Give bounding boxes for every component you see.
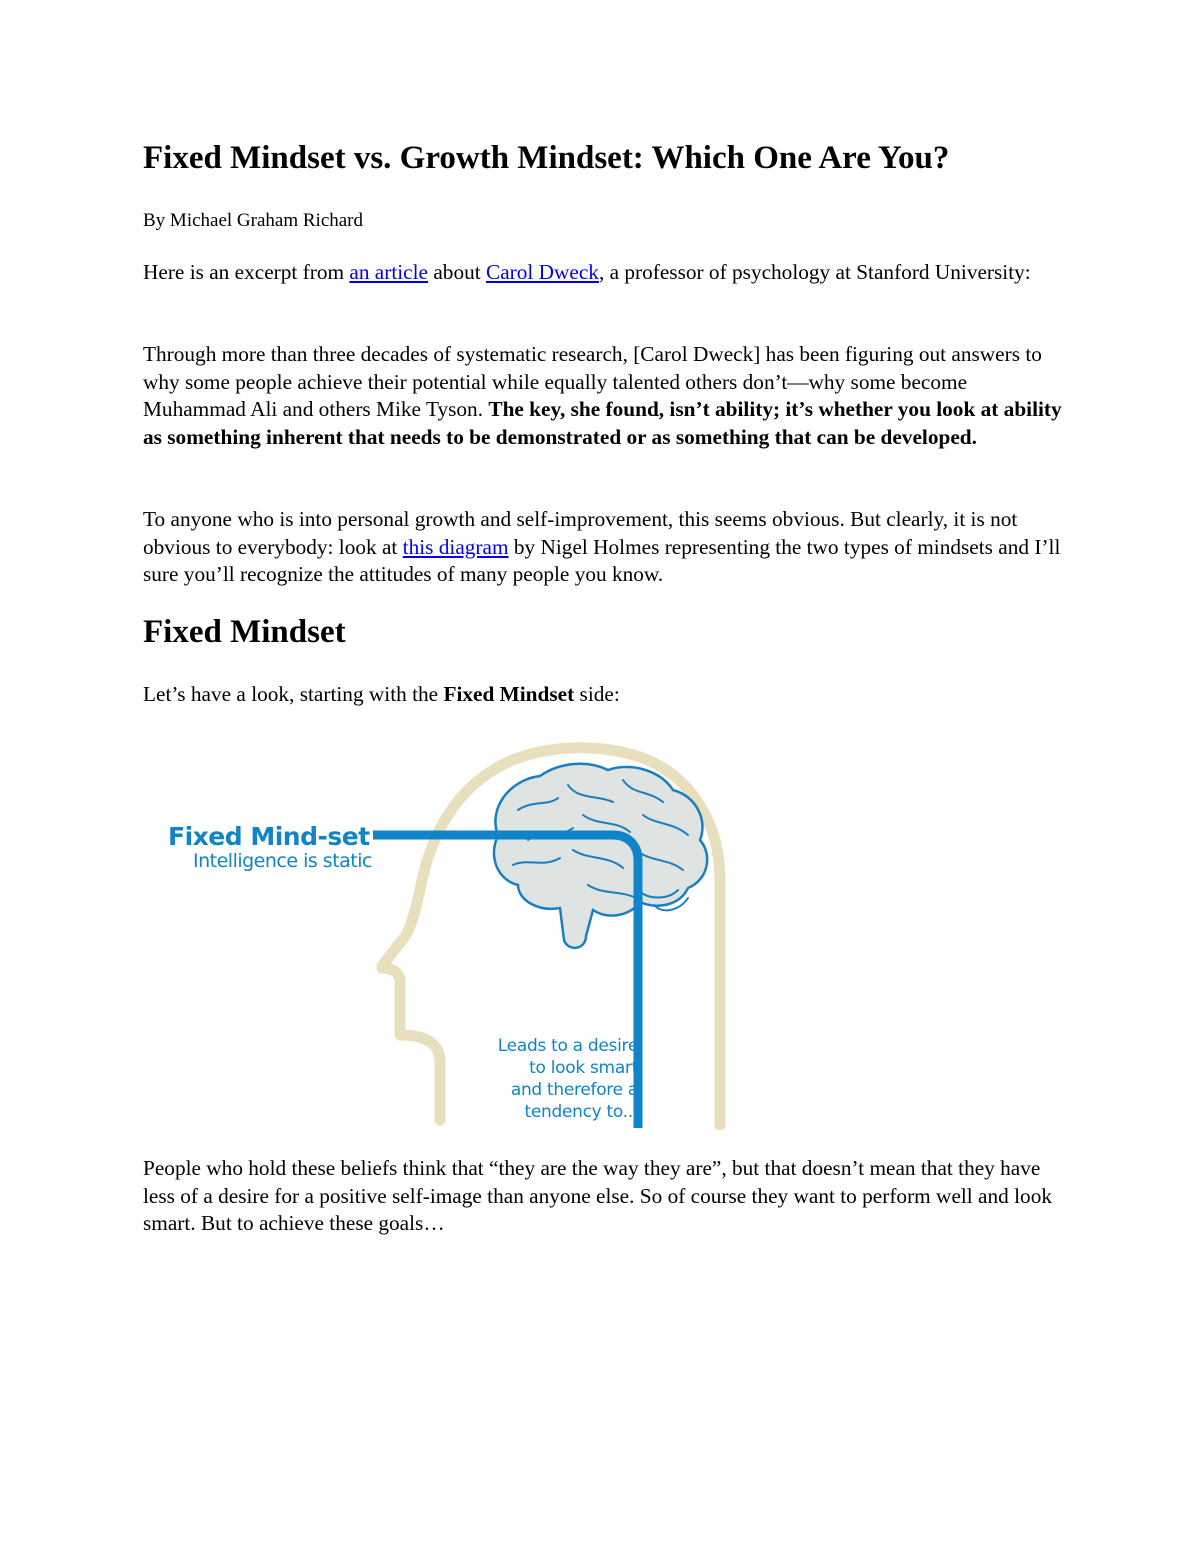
diagram-paragraph bbox=[143, 506, 1063, 589]
diagram-text-1: To anyone who is into personal growth and self-improvement, this seems obvious. But clearly, it is not obvious to everybody: look at bbox=[143, 507, 1018, 559]
quote-paragraph bbox=[143, 341, 1063, 451]
fixed-intro-paragraph bbox=[143, 681, 1063, 709]
figure-title: Fixed Mind-set bbox=[168, 822, 370, 851]
brain-icon bbox=[494, 764, 707, 948]
figure-caption: Leads to a desire to look smart and therefore a tendency to... bbox=[497, 1036, 638, 1122]
figure-subtitle: Intelligence is static bbox=[193, 850, 372, 872]
section-heading-fixed-mindset: Fixed Mindset bbox=[143, 614, 346, 650]
fixed-intro-text-1: Let’s have a look, starting with the bbox=[143, 682, 444, 706]
diagram-link[interactable]: this diagram bbox=[402, 534, 509, 559]
diagram-text-2: by Nigel Holmes representing the two types of mindsets and I’ll sure you’ll recognize the attitudes of many people you know. bbox=[143, 534, 1061, 586]
author-byline: By Michael Graham Richard bbox=[143, 210, 364, 231]
fixed-mindset-diagram bbox=[168, 740, 728, 1130]
carol-dweck-link[interactable]: Carol Dweck bbox=[485, 260, 599, 284]
page-title: Fixed Mindset vs. Growth Mindset: Which One Are You? bbox=[143, 140, 950, 176]
intro-paragraph bbox=[143, 259, 1063, 287]
quote-text: Through more than three decades of systematic research, [Carol Dweck] has been figuring out answers to why some people achieve their potential while equally talented others don’t—why some become Muhammad Ali and others Mike Tyson. bbox=[143, 342, 1042, 421]
intro-text-2: about bbox=[428, 260, 486, 284]
intro-text-3: , a professor of psychology at Stanford University: bbox=[598, 260, 1031, 284]
intro-text-1: Here is an excerpt from bbox=[143, 260, 350, 284]
quote-bold-text: The key, she found, isn’t ability; it’s whether you look at ability as something inherent that needs to be demonstrated or as something that can be developed. bbox=[143, 397, 1062, 449]
beliefs-paragraph: People who hold these beliefs think that “they are the way they are”, but that doesn’t mean that they have less of a desire for a positive self-image than anyone else. So of course they want to perform well and look smart. But to achieve these goals… bbox=[143, 1156, 1052, 1235]
fixed-intro-text-2: side: bbox=[574, 682, 620, 706]
article-link[interactable]: an article bbox=[349, 260, 429, 284]
fixed-intro-bold: Fixed Mindset bbox=[443, 682, 575, 706]
